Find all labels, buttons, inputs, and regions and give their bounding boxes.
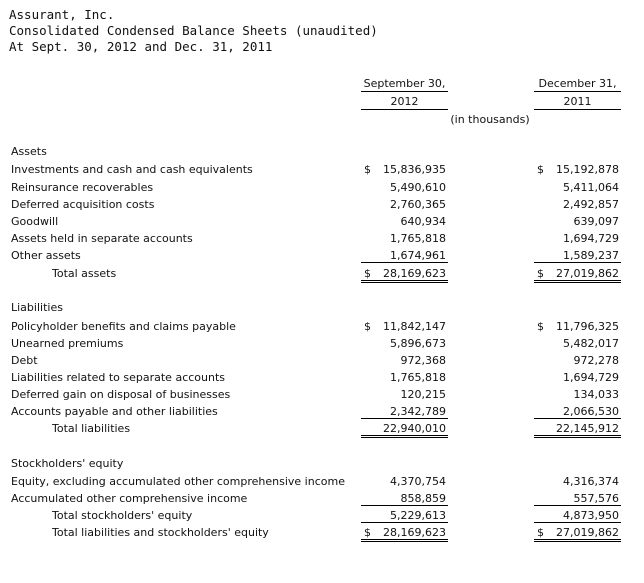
currency-symbol: $ [364,267,371,280]
currency-symbol: $ [537,526,544,539]
row-label: Total stockholders' equity [52,509,193,522]
value-2012-cell [361,507,448,523]
table-row [0,179,644,196]
value-2011-cell [534,247,621,263]
value-2011-cell [534,507,621,523]
value-2011: 5,411,064 [563,181,619,194]
currency-symbol: $ [364,526,371,539]
value-2012: 22,940,010 [383,422,446,435]
row-label: Deferred acquisition costs [11,198,155,211]
row-label: Reinsurance recoverables [11,181,154,194]
row-label: Goodwill [11,215,59,228]
value-2011-cell [534,403,621,419]
currency-symbol: $ [537,320,544,333]
value-2012: 5,229,613 [390,509,446,522]
table-row [0,247,644,264]
column-header-2012-line2: 2012 [361,92,448,110]
currency-symbol: $ [537,267,544,280]
row-label: Total assets [52,267,117,280]
value-2012: 11,842,147 [383,320,446,333]
value-2012-cell [361,196,448,211]
value-2011: 4,873,950 [563,509,619,522]
column-header-2011-line1: December 31, [534,77,621,92]
column-header-2011-line2: 2011 [534,92,621,110]
value-2012: 2,342,789 [390,405,446,418]
table-row [0,196,644,213]
table-row [0,369,644,386]
value-2012-cell [361,213,448,228]
column-header-2011 [534,77,621,110]
currency-symbol: $ [537,163,544,176]
table-row [0,265,644,282]
value-2012-cell [361,247,448,263]
value-2011-cell [534,179,621,194]
value-2012-cell [361,335,448,350]
section-heading-equity [0,455,644,472]
value-2012: 5,896,673 [390,337,446,350]
statement-title: Consolidated Condensed Balance Sheets (unaudited) [9,23,378,38]
table-row [0,230,644,247]
value-2012: 640,934 [400,215,446,228]
row-label: Assets held in separate accounts [11,232,193,245]
table-row [0,420,644,437]
row-label: Liabilities related to separate accounts [11,371,226,384]
table-row [0,352,644,369]
row-label: Total liabilities [52,422,131,435]
table-row [0,473,644,490]
value-2011: 11,796,325 [556,320,619,333]
value-2011-cell [534,335,621,350]
value-2012: 28,169,623 [383,526,446,539]
value-2012: 120,215 [400,388,446,401]
value-2012: 858,859 [400,492,446,505]
table-row [0,386,644,403]
column-header-2012 [361,77,448,110]
column-header-2012-line1: September 30, [361,77,448,92]
row-label: Equity, excluding accumulated other comprehensive income [11,475,345,488]
value-2011-cell [534,318,621,333]
value-2011: 27,019,862 [556,526,619,539]
value-2011-cell [534,230,621,245]
value-2011-cell [534,420,621,438]
value-2012-cell [361,369,448,384]
value-2012-cell [361,524,448,542]
table-row [0,490,644,507]
value-2012: 972,368 [400,354,446,367]
unit-label: (in thousands) [450,113,530,126]
table-row [0,507,644,524]
value-2011: 134,033 [573,388,619,401]
value-2012: 2,760,365 [390,198,446,211]
value-2011: 557,576 [573,492,619,505]
currency-symbol: $ [364,163,371,176]
value-2011: 1,694,729 [563,371,619,384]
value-2011-cell [534,196,621,211]
section-heading-assets [0,143,644,160]
value-2011-cell [534,473,621,488]
table-row [0,335,644,352]
row-label: Accumulated other comprehensive income [11,492,248,505]
value-2011-cell [534,213,621,228]
section-label: Liabilities [11,301,63,314]
value-2012-cell [361,490,448,506]
value-2011-cell [534,352,621,367]
value-2012-cell [361,473,448,488]
value-2012: 1,765,818 [390,371,446,384]
statement-date: At Sept. 30, 2012 and Dec. 31, 2011 [9,39,273,54]
value-2011: 27,019,862 [556,267,619,280]
row-label: Debt [11,354,38,367]
value-2012: 1,674,961 [390,249,446,262]
value-2011: 5,482,017 [563,337,619,350]
value-2011: 2,492,857 [563,198,619,211]
value-2012: 1,765,818 [390,232,446,245]
table-row [0,161,644,178]
value-2011: 4,316,374 [563,475,619,488]
value-2012-cell [361,318,448,333]
value-2011: 639,097 [573,215,619,228]
value-2011-cell [534,265,621,283]
value-2011: 1,694,729 [563,232,619,245]
table-row [0,318,644,335]
company-name: Assurant, Inc. [9,7,115,22]
row-label: Deferred gain on disposal of businesses [11,388,231,401]
value-2012-cell [361,403,448,419]
row-label: Policyholder benefits and claims payable [11,320,236,333]
value-2011-cell [534,490,621,506]
table-row [0,403,644,420]
value-2011: 22,145,912 [556,422,619,435]
value-2011: 1,589,237 [563,249,619,262]
value-2012-cell [361,265,448,283]
value-2011-cell [534,524,621,542]
row-label: Accounts payable and other liabilities [11,405,218,418]
value-2012: 28,169,623 [383,267,446,280]
value-2011-cell [534,161,621,176]
row-label: Other assets [11,249,81,262]
value-2012: 15,836,935 [383,163,446,176]
value-2012-cell [361,386,448,401]
value-2012: 5,490,610 [390,181,446,194]
value-2011-cell [534,369,621,384]
value-2012-cell [361,179,448,194]
row-label: Total liabilities and stockholders' equity [52,526,269,539]
value-2011: 2,066,530 [563,405,619,418]
value-2012: 4,370,754 [390,475,446,488]
section-label: Assets [11,145,47,158]
value-2011-cell [534,386,621,401]
table-row [0,524,644,541]
row-label: Investments and cash and cash equivalents [11,163,253,176]
value-2012-cell [361,352,448,367]
value-2011: 972,278 [573,354,619,367]
currency-symbol: $ [364,320,371,333]
section-label: Stockholders' equity [11,457,124,470]
value-2011: 15,192,878 [556,163,619,176]
value-2012-cell [361,230,448,245]
table-row [0,213,644,230]
value-2012-cell [361,420,448,438]
row-label: Unearned premiums [11,337,124,350]
value-2012-cell [361,161,448,176]
section-heading-liabilities [0,299,644,316]
